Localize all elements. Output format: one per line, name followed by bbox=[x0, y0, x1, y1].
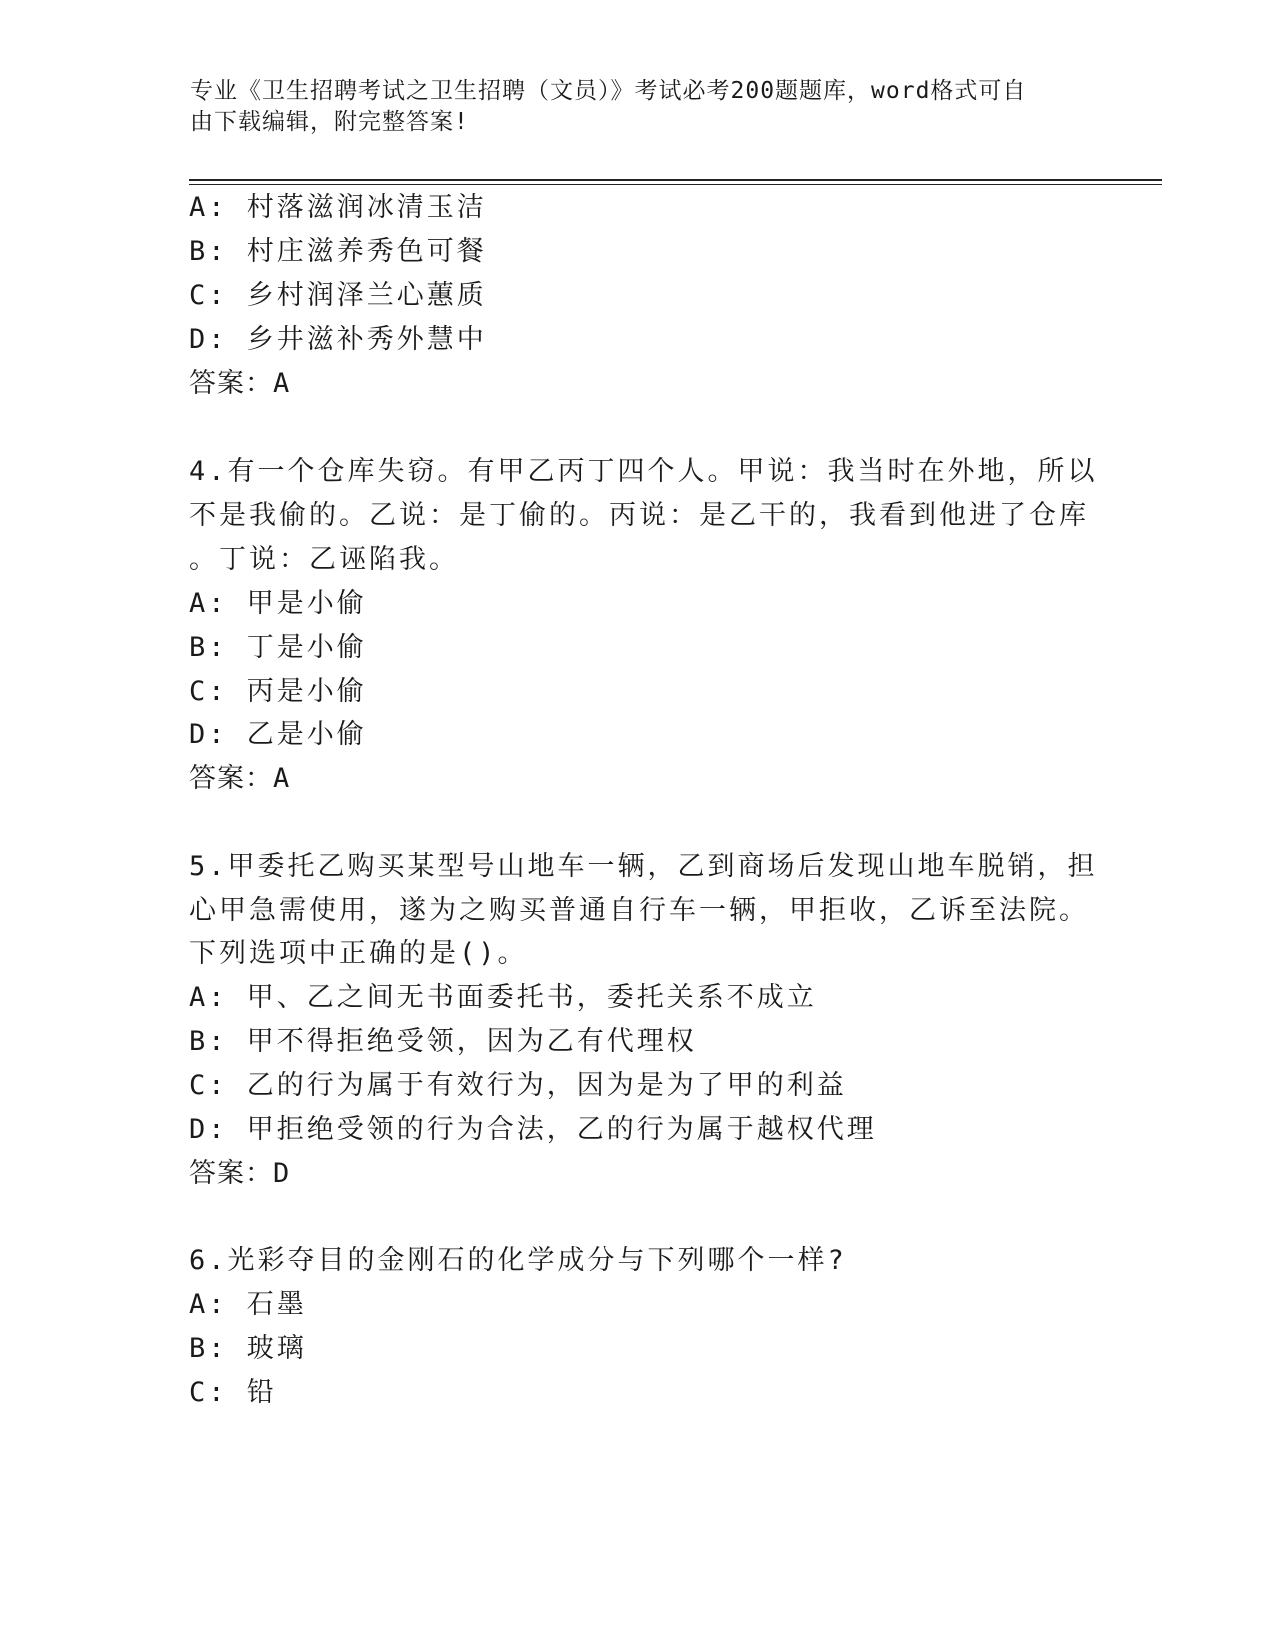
q4-option-a: A: 甲是小偷 bbox=[189, 588, 367, 619]
q3-option-b: B: 村庄滋养秀色可餐 bbox=[189, 236, 487, 267]
q4-stem-line-1: 4.有一个仓库失窃。有甲乙丙丁四个人。甲说：我当时在外地，所以 bbox=[189, 456, 1098, 487]
header-line-2: 由下载编辑，附完整答案! bbox=[190, 109, 469, 135]
header-divider-thin bbox=[189, 184, 1162, 185]
q5-stem-line-3: 下列选项中正确的是()。 bbox=[189, 938, 528, 969]
q5-option-a: A: 甲、乙之间无书面委托书，委托关系不成立 bbox=[189, 982, 817, 1013]
q3-option-a: A: 村落滋润冰清玉洁 bbox=[189, 192, 487, 223]
q5-answer: 答案：D bbox=[189, 1158, 291, 1189]
q4-option-c: C: 丙是小偷 bbox=[189, 676, 367, 707]
q3-answer: 答案：A bbox=[189, 368, 291, 399]
document-header bbox=[190, 76, 1070, 138]
q6-stem-line-1: 6.光彩夺目的金刚石的化学成分与下列哪个一样? bbox=[189, 1245, 847, 1276]
q5-stem-line-1: 5.甲委托乙购买某型号山地车一辆，乙到商场后发现山地车脱销，担 bbox=[189, 851, 1098, 882]
header-divider-thick bbox=[189, 179, 1162, 181]
q4-option-d: D: 乙是小偷 bbox=[189, 719, 367, 750]
q4-answer: 答案：A bbox=[189, 763, 291, 794]
q5-option-d: D: 甲拒绝受领的行为合法，乙的行为属于越权代理 bbox=[189, 1114, 877, 1145]
header-line-1: 专业《卫生招聘考试之卫生招聘（文员）》考试必考200题题库，word格式可自 bbox=[190, 78, 1027, 104]
q5-stem-line-2: 心甲急需使用，遂为之购买普通自行车一辆，甲拒收，乙诉至法院。 bbox=[189, 895, 1089, 926]
q6-option-b: B: 玻璃 bbox=[189, 1333, 307, 1364]
q6-option-a: A: 石墨 bbox=[189, 1289, 307, 1320]
q4-stem-line-2: 不是我偷的。乙说：是丁偷的。丙说：是乙干的，我看到他进了仓库 bbox=[189, 500, 1089, 531]
q3-option-d: D: 乡井滋补秀外慧中 bbox=[189, 324, 487, 355]
q4-stem-line-3: 。丁说：乙诬陷我。 bbox=[189, 544, 459, 575]
q5-option-c: C: 乙的行为属于有效行为，因为是为了甲的利益 bbox=[189, 1070, 847, 1101]
q4-option-b: B: 丁是小偷 bbox=[189, 632, 367, 663]
q6-option-c: C: 铅 bbox=[189, 1377, 277, 1408]
q3-option-c: C: 乡村润泽兰心蕙质 bbox=[189, 280, 487, 311]
q5-option-b: B: 甲不得拒绝受领，因为乙有代理权 bbox=[189, 1026, 697, 1057]
